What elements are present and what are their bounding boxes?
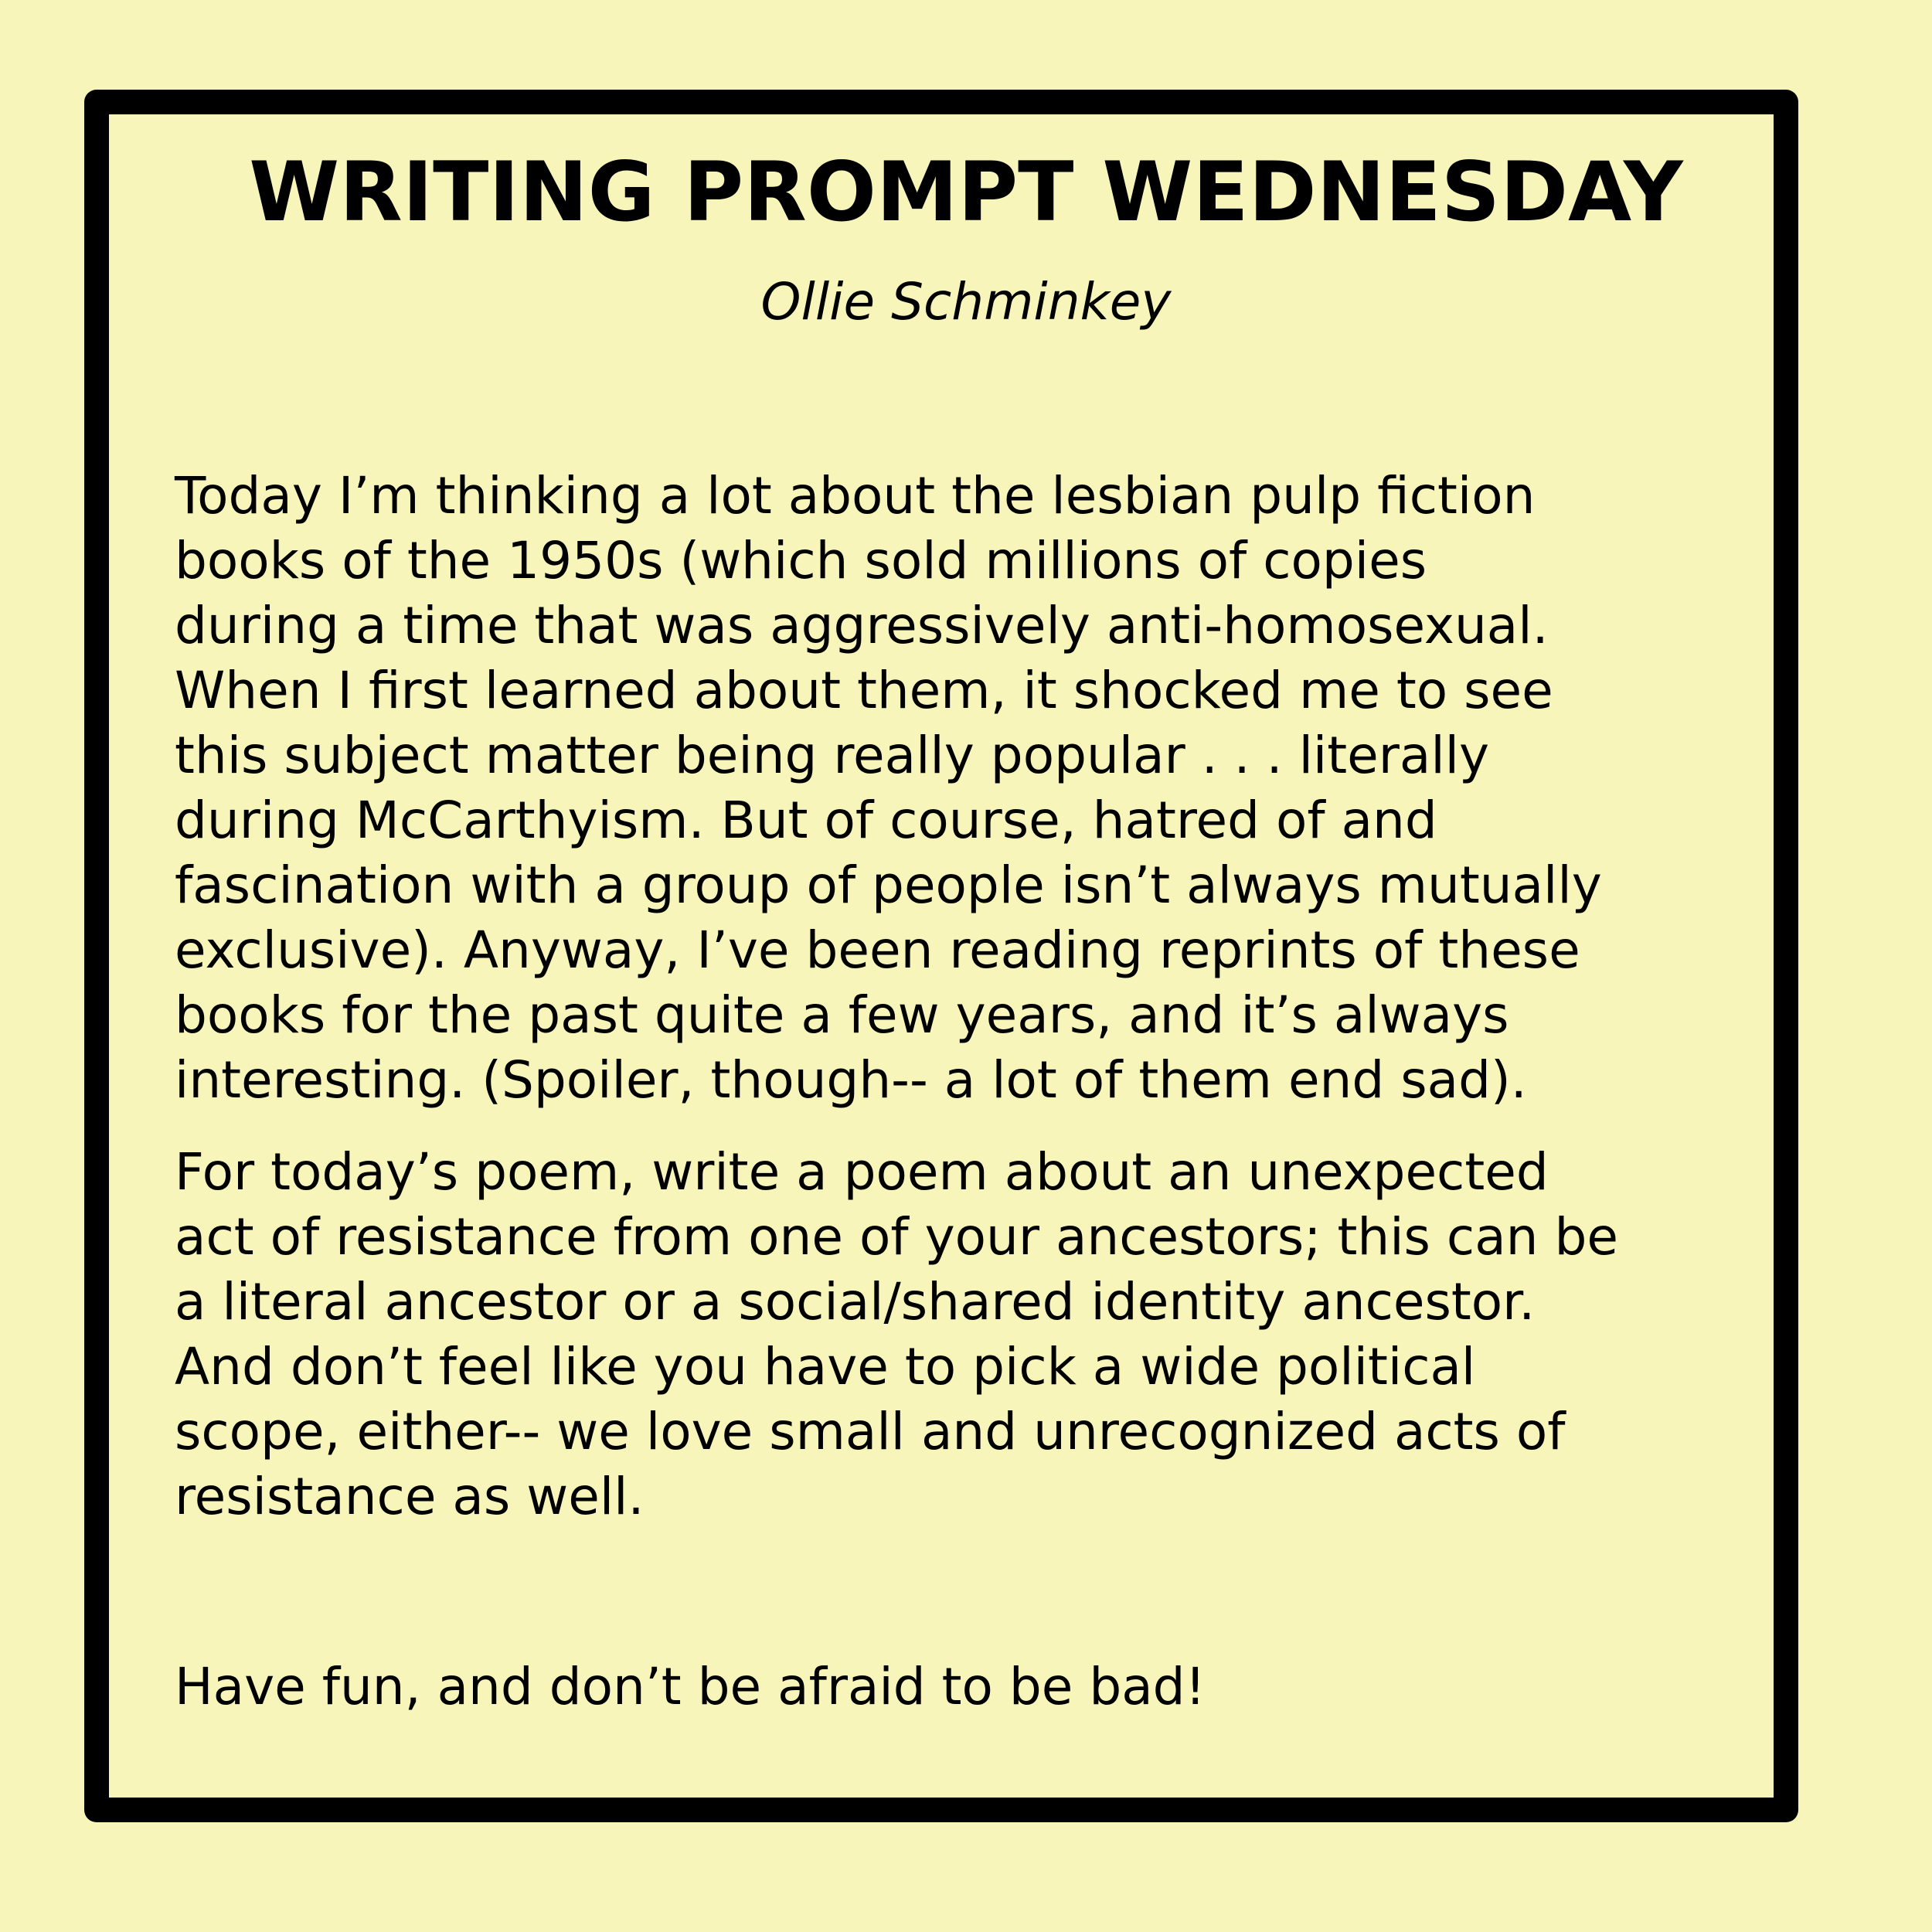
paragraph-line: resistance as well. — [175, 1467, 645, 1526]
paragraph-line: exclusive). Anyway, I’ve been reading reprints of these — [175, 920, 1580, 980]
paragraph-line: during McCarthyism. But of course, hatred of and — [175, 791, 1437, 850]
prompt-paragraph — [175, 1140, 1844, 1529]
author-byline: Ollie Schminkey — [760, 272, 1172, 332]
paragraph-line: act of resistance from one of your ancestors; this can be — [175, 1207, 1618, 1267]
paragraph-line: fascination with a group of people isn’t always mutually — [175, 855, 1602, 915]
page-title: WRITING PROMPT WEDNESDAY — [249, 145, 1683, 240]
paragraph-line: a literal ancestor or a social/shared identity ancestor. — [175, 1272, 1536, 1332]
paragraph-line: scope, either-- we love small and unrecognized acts of — [175, 1402, 1566, 1461]
paragraph-line: books of the 1950s (which sold millions of copies — [175, 531, 1427, 590]
paragraph-line: And don’t feel like you have to pick a wide political — [175, 1337, 1476, 1396]
paragraph-line: Today I’m thinking a lot about the lesbian pulp fiction — [175, 466, 1536, 526]
paragraph-line: interesting. (Spoiler, though-- a lot of them end sad). — [175, 1050, 1527, 1110]
paragraph-line: For today’s poem, write a poem about an unexpected — [175, 1142, 1549, 1202]
closing-paragraph — [175, 1655, 1844, 1719]
closing-line: Have fun, and don’t be afraid to be bad! — [175, 1657, 1206, 1716]
paragraph-line: When I first learned about them, it shocked me to see — [175, 661, 1553, 720]
paragraph-line: books for the past quite a few years, and it’s always — [175, 985, 1509, 1045]
paragraph-line: this subject matter being really popular . . . literally — [175, 726, 1490, 785]
paragraph-line: during a time that was aggressively anti-homosexual. — [175, 596, 1549, 655]
intro-paragraph — [175, 464, 1844, 1113]
